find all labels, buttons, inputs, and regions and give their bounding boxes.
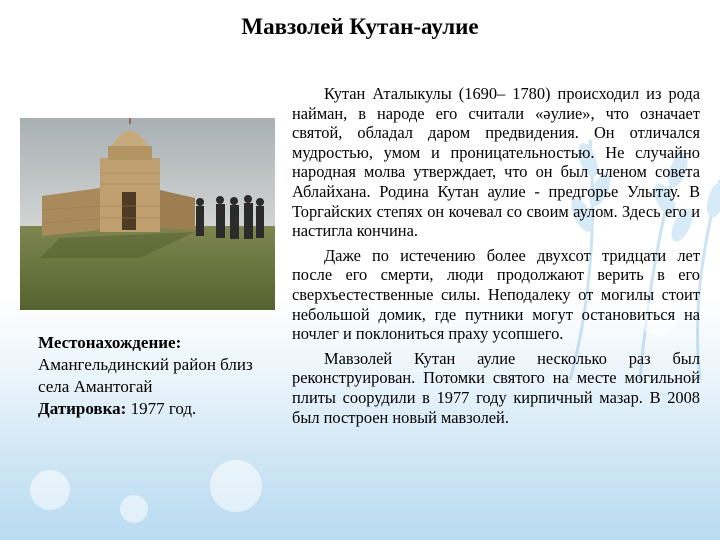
location-value: Амангельдинский район близ села Амантогай [38, 355, 253, 396]
bubble-decoration [30, 470, 70, 510]
date-label: Датировка: [38, 399, 127, 418]
bubble-decoration [120, 495, 148, 523]
paragraph: Мавзолей Кутан аулие несколько раз был реконструирован. Потомки святого на месте могильной плиты соорудили в 1977 году кирпичный мазар. В 2008 был построен новый мавзолей. [292, 348, 700, 427]
paragraph: Кутан Аталыкулы (1690– 1780) происходил из рода найман, в народе его считали «әулие», что означает святой, обладал даром предвидения. Он отличался мудростью, умом и проницательностью. Не случайно народная молва утверждает, что он был членом совета Аблайхана. Родина Кутан аулие - предгорье Улытау. В Торгайских степях он кочевал со своим аулом. Здесь его и настигла кончина. [292, 84, 700, 241]
page-title: Мавзолей Кутан-аулие [241, 14, 479, 39]
date-value: 1977 год. [130, 399, 197, 418]
paragraph: Даже по истечению более двухсот тридцати лет после его смерти, люди продолжают верить в его сверхъестественные силы. Неподалеку от могилы стоит небольшой домик, где путники могут остановиться на ночлег и поклониться праху усопшего. [292, 245, 700, 344]
info-block [38, 332, 278, 420]
bubble-decoration [210, 460, 262, 512]
location-label: Местонахождение: [38, 333, 182, 352]
mausoleum-photo [20, 118, 275, 310]
description-text [292, 84, 700, 427]
